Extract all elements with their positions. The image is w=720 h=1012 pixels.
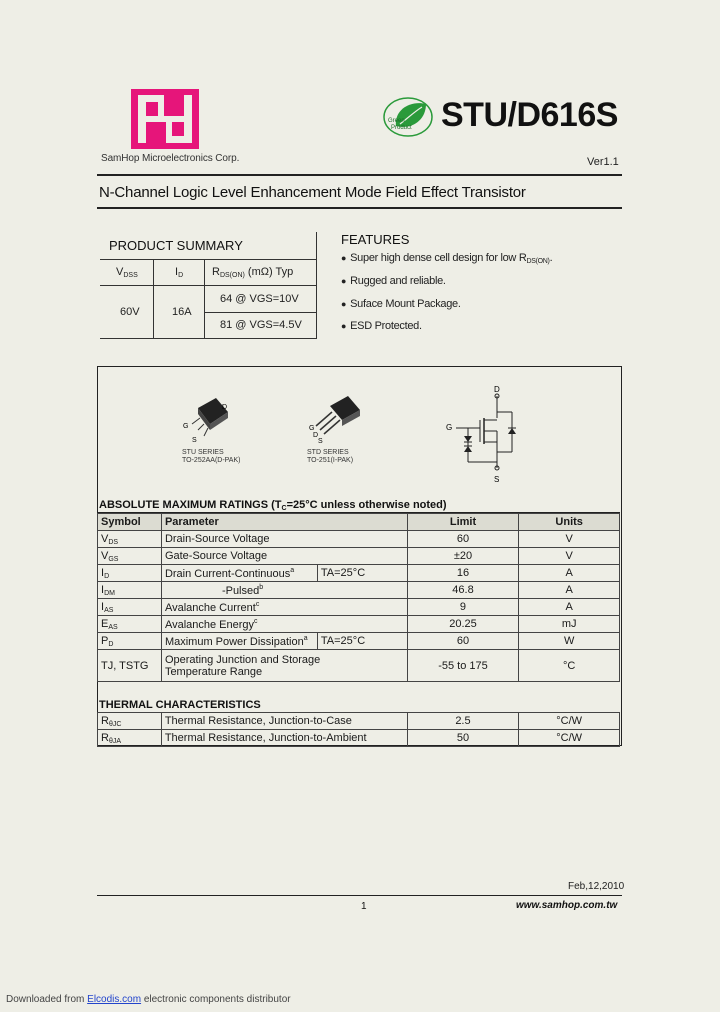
ipak-label: STD SERIES TO-251(I-PAK) (307, 449, 354, 464)
table-row (98, 650, 620, 682)
table-cell: $V_{GS}$ (98, 548, 162, 565)
page-title: N-Channel Logic Level Enhancement Mode Field Effect Transistor (99, 184, 526, 201)
dpak-package-icon (180, 392, 250, 452)
table-row (98, 599, 620, 616)
table-row (98, 565, 620, 582)
feature-item: ● Rugged and reliable. (341, 275, 446, 287)
table-cell: $V_{DS}$ (98, 531, 162, 548)
product-text: Product (391, 125, 412, 131)
table-cell: Avalanche Energy$^c$ (161, 616, 407, 633)
schematic-s-label: S (494, 475, 500, 484)
ps-rule-1 (100, 259, 317, 260)
elcodis-link[interactable]: Elcodis.com (87, 994, 142, 1005)
table-cell: Maximum Power Dissipation$^a$ (161, 633, 317, 650)
ipak-pin-d: D (313, 432, 319, 439)
table-row (98, 531, 620, 548)
table-cell: $I_{DM}$ (98, 582, 162, 599)
version-label: Ver1.1 (587, 156, 619, 168)
table-cell: $R_{\theta JA}$ (98, 730, 162, 747)
thermal-table (97, 712, 620, 747)
footer-date: Feb,12,2010 (568, 881, 625, 892)
part-number: STU/D616S (441, 96, 618, 134)
table-cell: W (519, 633, 620, 650)
schematic-d-label: D (494, 385, 500, 394)
green-product-logo (382, 96, 434, 138)
download-notice: Downloaded from Elcodis.com electronic components distributor (6, 994, 291, 1005)
mosfet-schematic-icon (440, 382, 530, 488)
table-cell: Thermal Resistance, Junction-to-Case (161, 713, 407, 730)
ipak-pin-g: G (309, 425, 315, 432)
table-cell: V (519, 548, 620, 565)
dpak-pin-g: G (183, 423, 189, 430)
feature-item: ● Super high dense cell design for low $R_{DS(ON)}$. (341, 252, 553, 265)
table-cell: TA=25°C (317, 565, 407, 582)
ps-col-2 (204, 259, 205, 338)
divider-top (97, 174, 622, 176)
table-cell: -Pulsed$^b$ (161, 582, 407, 599)
table-cell: $P_D$ (98, 633, 162, 650)
abs-max-table (97, 513, 620, 682)
table-cell: Drain Current-Continuous$^a$ (161, 565, 317, 582)
col-parameter: Parameter (161, 514, 407, 531)
feature-item: ● Suface Mount Package. (341, 298, 461, 310)
table-cell: $E_{AS}$ (98, 616, 162, 633)
col-limit: Limit (407, 514, 519, 531)
website-link[interactable]: www.samhop.com.tw (516, 900, 618, 911)
table-cell: ±20 (407, 548, 519, 565)
divider-title (97, 207, 622, 209)
table-cell: 9 (407, 599, 519, 616)
features-title: FEATURES (341, 232, 410, 247)
dpak-label: STU SERIES TO-252AA(D-PAK) (182, 449, 241, 464)
ps-rds-row-2: 81 @ VGS=4.5V (220, 319, 302, 331)
ipak-pin-s: S (318, 438, 323, 445)
page-number: 1 (361, 901, 367, 912)
table-row (98, 548, 620, 565)
table-cell: mJ (519, 616, 620, 633)
table-header-row (98, 514, 620, 531)
table-cell: A (519, 599, 620, 616)
thermal-title: THERMAL CHARACTERISTICS (99, 699, 261, 711)
dpak-pin-d: D (222, 404, 228, 411)
table-cell: $I_{AS}$ (98, 599, 162, 616)
table-cell: Drain-Source Voltage (161, 531, 407, 548)
table-row (98, 582, 620, 599)
table-cell: Gate-Source Voltage (161, 548, 407, 565)
ps-rule-3 (204, 312, 317, 313)
table-cell: Operating Junction and Storage Temperature Range (161, 650, 407, 682)
table-cell: 50 (407, 730, 519, 747)
samhop-logo (131, 89, 199, 149)
ipak-package-icon (300, 392, 370, 452)
ps-header-id: $I_D$ (175, 266, 184, 279)
ps-rds-row-1: 64 @ VGS=10V (220, 293, 299, 305)
table-row (98, 730, 620, 747)
table-cell: Thermal Resistance, Junction-to-Ambient (161, 730, 407, 747)
schematic-g-label: G (446, 423, 453, 432)
ps-rule-4 (100, 338, 317, 339)
divider-footer (97, 895, 622, 896)
ps-rule-2 (100, 285, 317, 286)
ps-col-3 (316, 232, 317, 338)
table-cell: TA=25°C (317, 633, 407, 650)
table-cell: 60 (407, 531, 519, 548)
table-cell: Avalanche Current$^c$ (161, 599, 407, 616)
ps-vdss-value: 60V (120, 306, 140, 318)
ps-id-value: 16A (172, 306, 192, 318)
table-cell: 46.8 (407, 582, 519, 599)
table-cell: 2.5 (407, 713, 519, 730)
ps-col-1 (153, 259, 154, 338)
table-cell: A (519, 565, 620, 582)
abs-max-title: ABSOLUTE MAXIMUM RATINGS ($T_C=25^\circ C$ unless otherwise noted) (99, 499, 447, 512)
table-row (98, 633, 620, 650)
col-units: Units (519, 514, 620, 531)
table-cell: -55 to 175 (407, 650, 519, 682)
company-name: SamHop Microelectronics Corp. (101, 153, 240, 164)
table-cell: $R_{\theta JC}$ (98, 713, 162, 730)
col-symbol: Symbol (98, 514, 162, 531)
feature-item: ● ESD Protected. (341, 320, 422, 332)
table-cell: °C/W (519, 713, 620, 730)
table-cell: °C (519, 650, 620, 682)
table-cell: TJ, TSTG (98, 650, 162, 682)
green-text: Green (388, 118, 405, 124)
table-row (98, 616, 620, 633)
table-cell: 60 (407, 633, 519, 650)
table-cell: A (519, 582, 620, 599)
table-cell: V (519, 531, 620, 548)
dpak-pin-s: S (192, 437, 197, 444)
table-cell: $I_D$ (98, 565, 162, 582)
table-row (98, 713, 620, 730)
ps-header-vdss: $V_{DSS}$ (116, 266, 138, 279)
table-cell: 20.25 (407, 616, 519, 633)
ps-header-rds: $R_{DS(ON)}$ (mΩ) Typ (212, 266, 294, 279)
product-summary-title: PRODUCT SUMMARY (109, 238, 243, 253)
table-cell: 16 (407, 565, 519, 582)
table-cell: °C/W (519, 730, 620, 747)
